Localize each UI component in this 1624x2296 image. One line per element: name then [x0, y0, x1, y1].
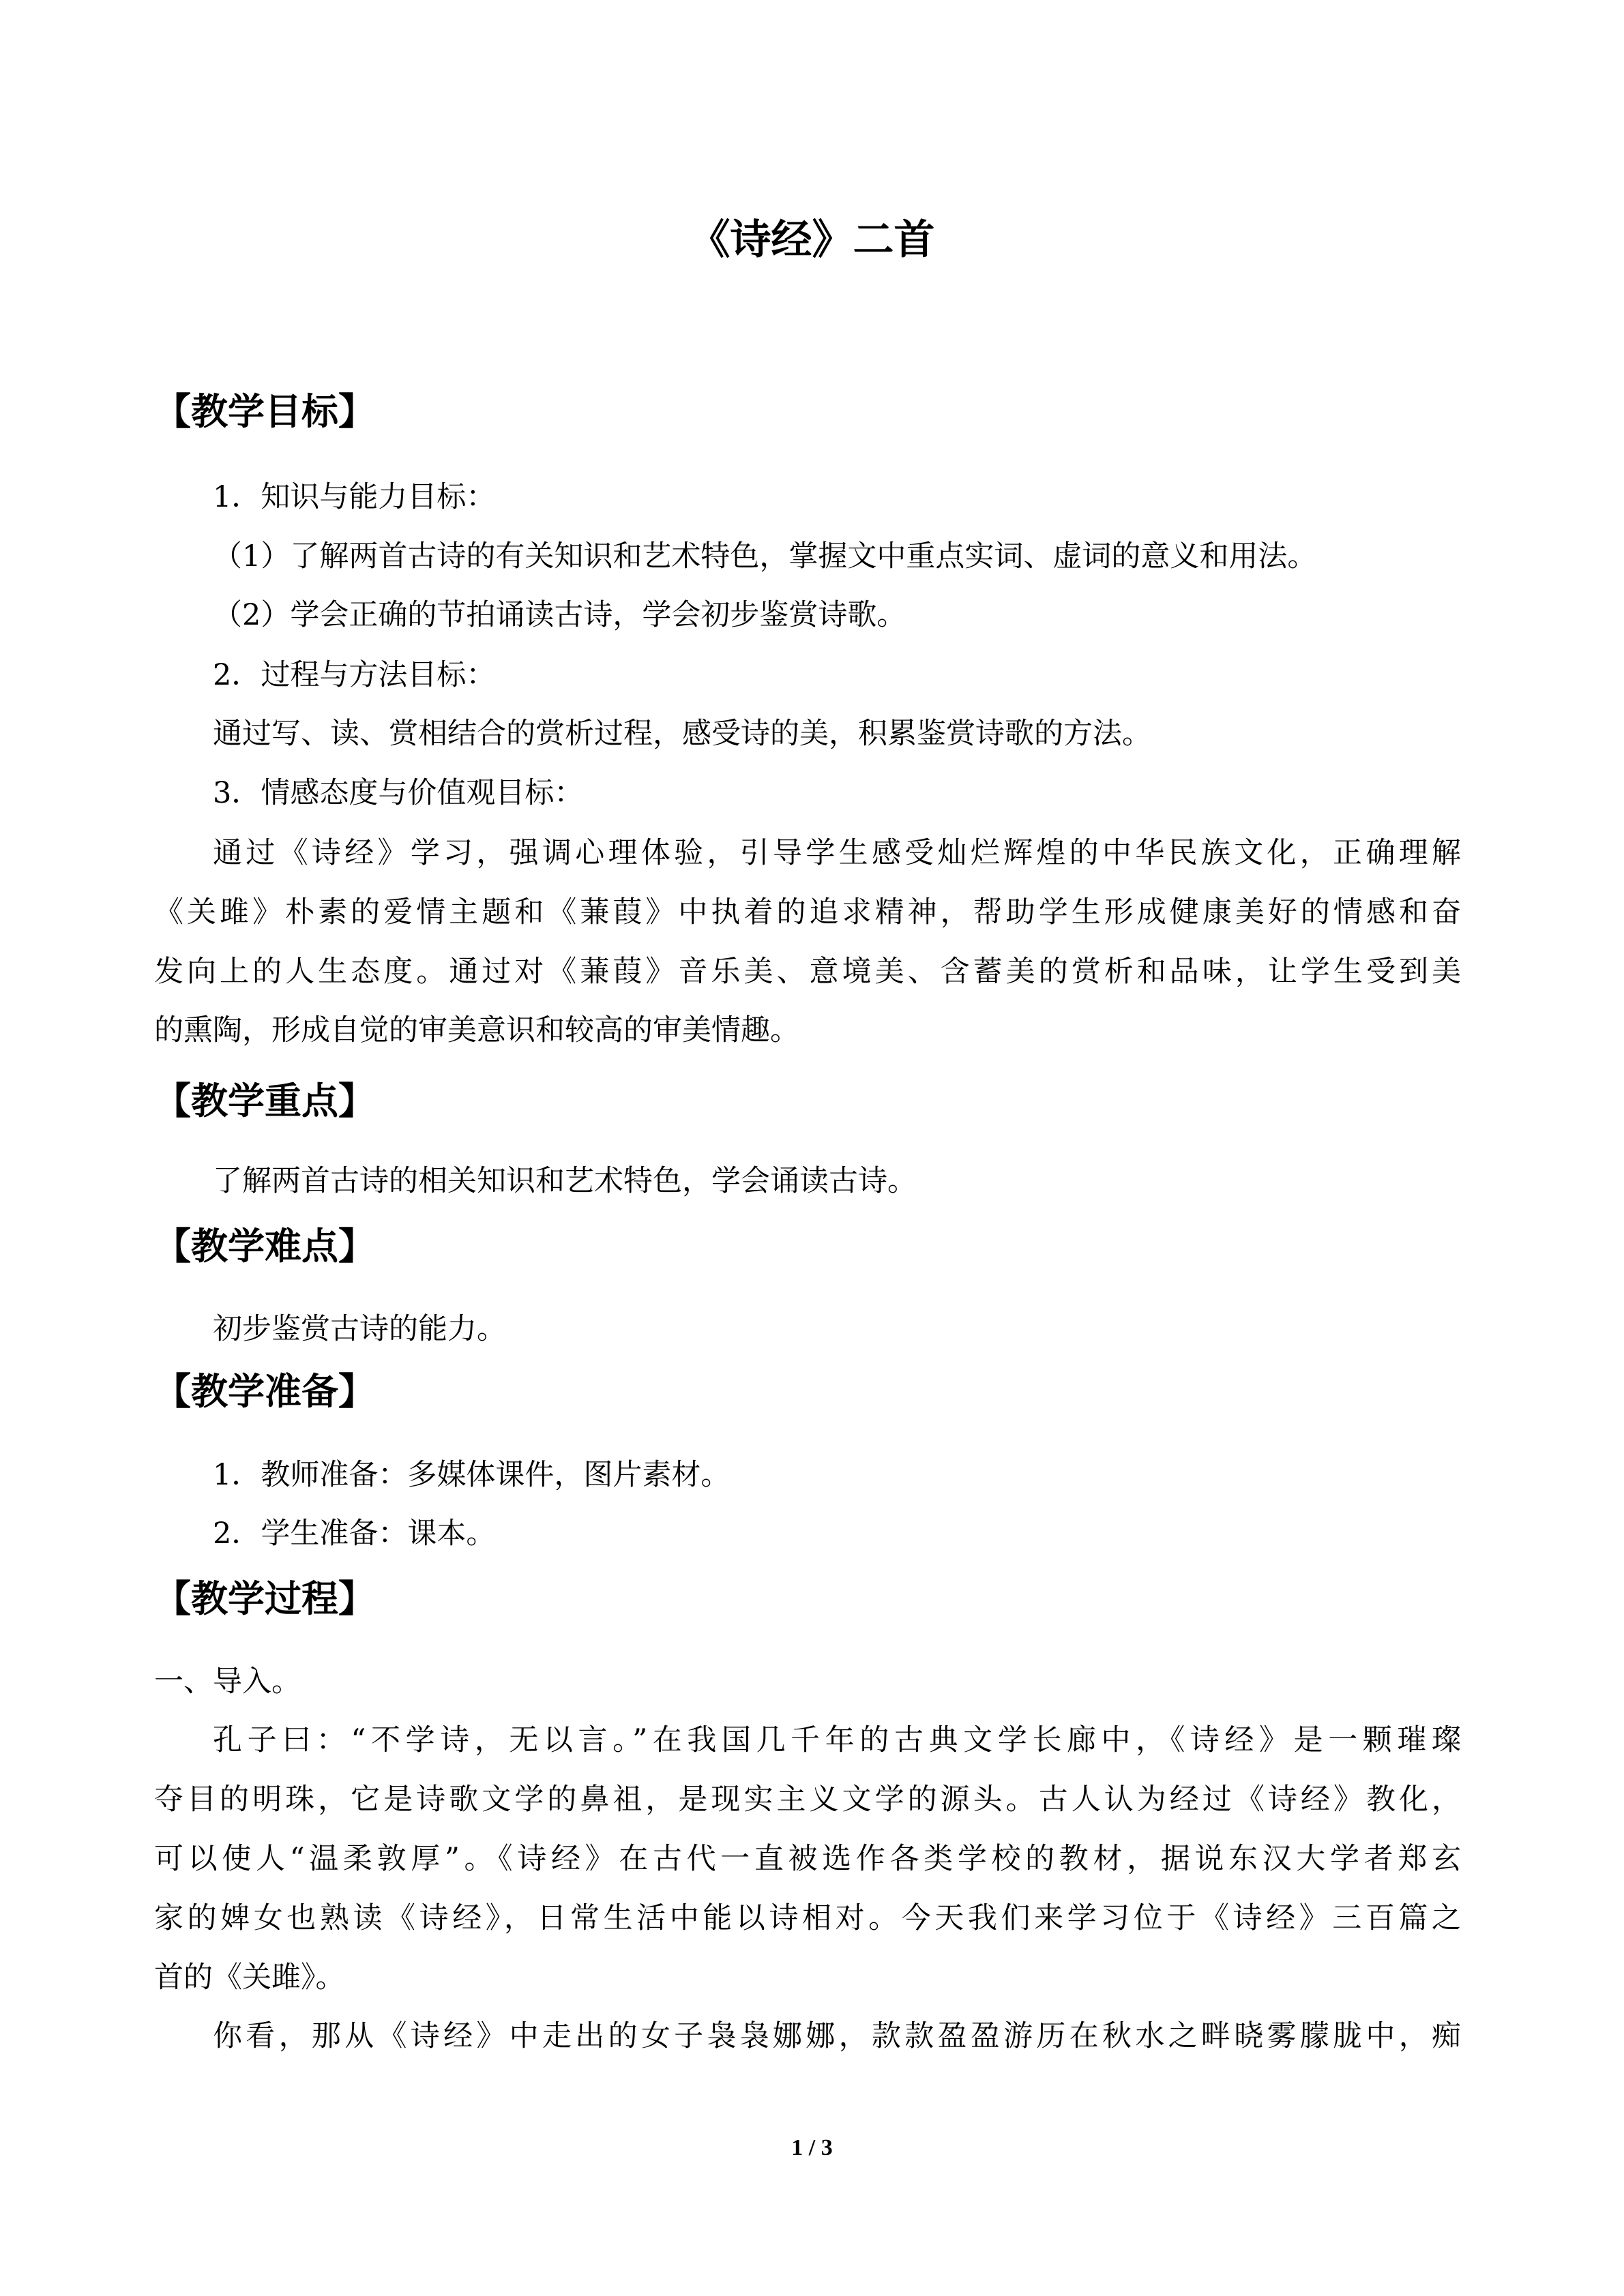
procedure-para1-line-5: 首的《关雎》。 — [154, 1960, 345, 1995]
objective-emotion-line-4: 的熏陶，形成自觉的审美意识和较高的审美情趣。 — [154, 1013, 799, 1047]
procedure-para1-line-2: 夺目的明珠，它是诗歌文学的鼻祖，是现实主义文学的源头。古人认为经过《诗经》教化， — [154, 1783, 1461, 1817]
key-points-text: 了解两首古诗的相关知识和艺术特色，学会诵读古诗。 — [213, 1164, 917, 1198]
objective-emotion-line-2: 《关雎》朴素的爱情主题和《蒹葭》中执着的追求精神，帮助学生形成健康美好的情感和奋 — [154, 895, 1461, 929]
preparation-teacher: 1．教师准备：多媒体课件，图片素材。 — [213, 1458, 730, 1492]
procedure-para1-line-4: 家的婢女也熟读《诗经》，日常生活中能以诗相对。今天我们来学习位于《诗经》三百篇之 — [154, 1901, 1461, 1935]
section-heading-objectives: 【教学目标】 — [154, 390, 375, 433]
section-heading-procedure: 【教学过程】 — [154, 1577, 375, 1620]
page-title: 《诗经》二首 — [689, 216, 935, 264]
section-heading-preparation: 【教学准备】 — [154, 1370, 375, 1413]
objective-process-label: 2．过程与方法目标： — [213, 658, 496, 692]
procedure-intro-label: 一、导入。 — [154, 1665, 301, 1699]
preparation-student: 2．学生准备：课本。 — [213, 1517, 496, 1551]
objective-emotion-line-3: 发向上的人生态度。通过对《蒹葭》音乐美、意境美、含蓄美的赏析和品味，让学生受到美 — [154, 955, 1461, 989]
procedure-para2-line-1: 你看，那从《诗经》中走出的女子袅袅娜娜，款款盈盈游历在秋水之畔晓雾朦胧中，痴 — [213, 2019, 1461, 2053]
objective-process-text: 通过写、读、赏相结合的赏析过程，感受诗的美，积累鉴赏诗歌的方法。 — [213, 717, 1151, 751]
objective-emotion-line-1: 通过《诗经》学习，强调心理体验，引导学生感受灿烂辉煌的中华民族文化，正确理解 — [213, 836, 1461, 870]
objective-knowledge-label: 1．知识与能力目标： — [213, 480, 496, 514]
section-heading-key-points: 【教学重点】 — [154, 1079, 375, 1122]
procedure-para1-line-1: 孔子曰：“不学诗，无以言。”在我国几千年的古典文学长廊中，《诗经》是一颗璀璨 — [213, 1723, 1461, 1757]
procedure-para1-line-3: 可以使人“温柔敦厚”。《诗经》在古代一直被选作各类学校的教材，据说东汉大学者郑玄 — [154, 1842, 1461, 1876]
difficulties-text: 初步鉴赏古诗的能力。 — [213, 1312, 506, 1346]
page-number: 1 / 3 — [791, 2135, 833, 2160]
objective-emotion-label: 3．情感态度与价值观目标： — [213, 776, 584, 810]
objective-knowledge-item-2: （2）学会正确的节拍诵读古诗，学会初步鉴赏诗歌。 — [213, 598, 906, 632]
objective-knowledge-item-1: （1）了解两首古诗的有关知识和艺术特色，掌握文中重点实词、虚词的意义和用法。 — [213, 539, 1317, 573]
section-heading-difficulties: 【教学难点】 — [154, 1225, 375, 1268]
